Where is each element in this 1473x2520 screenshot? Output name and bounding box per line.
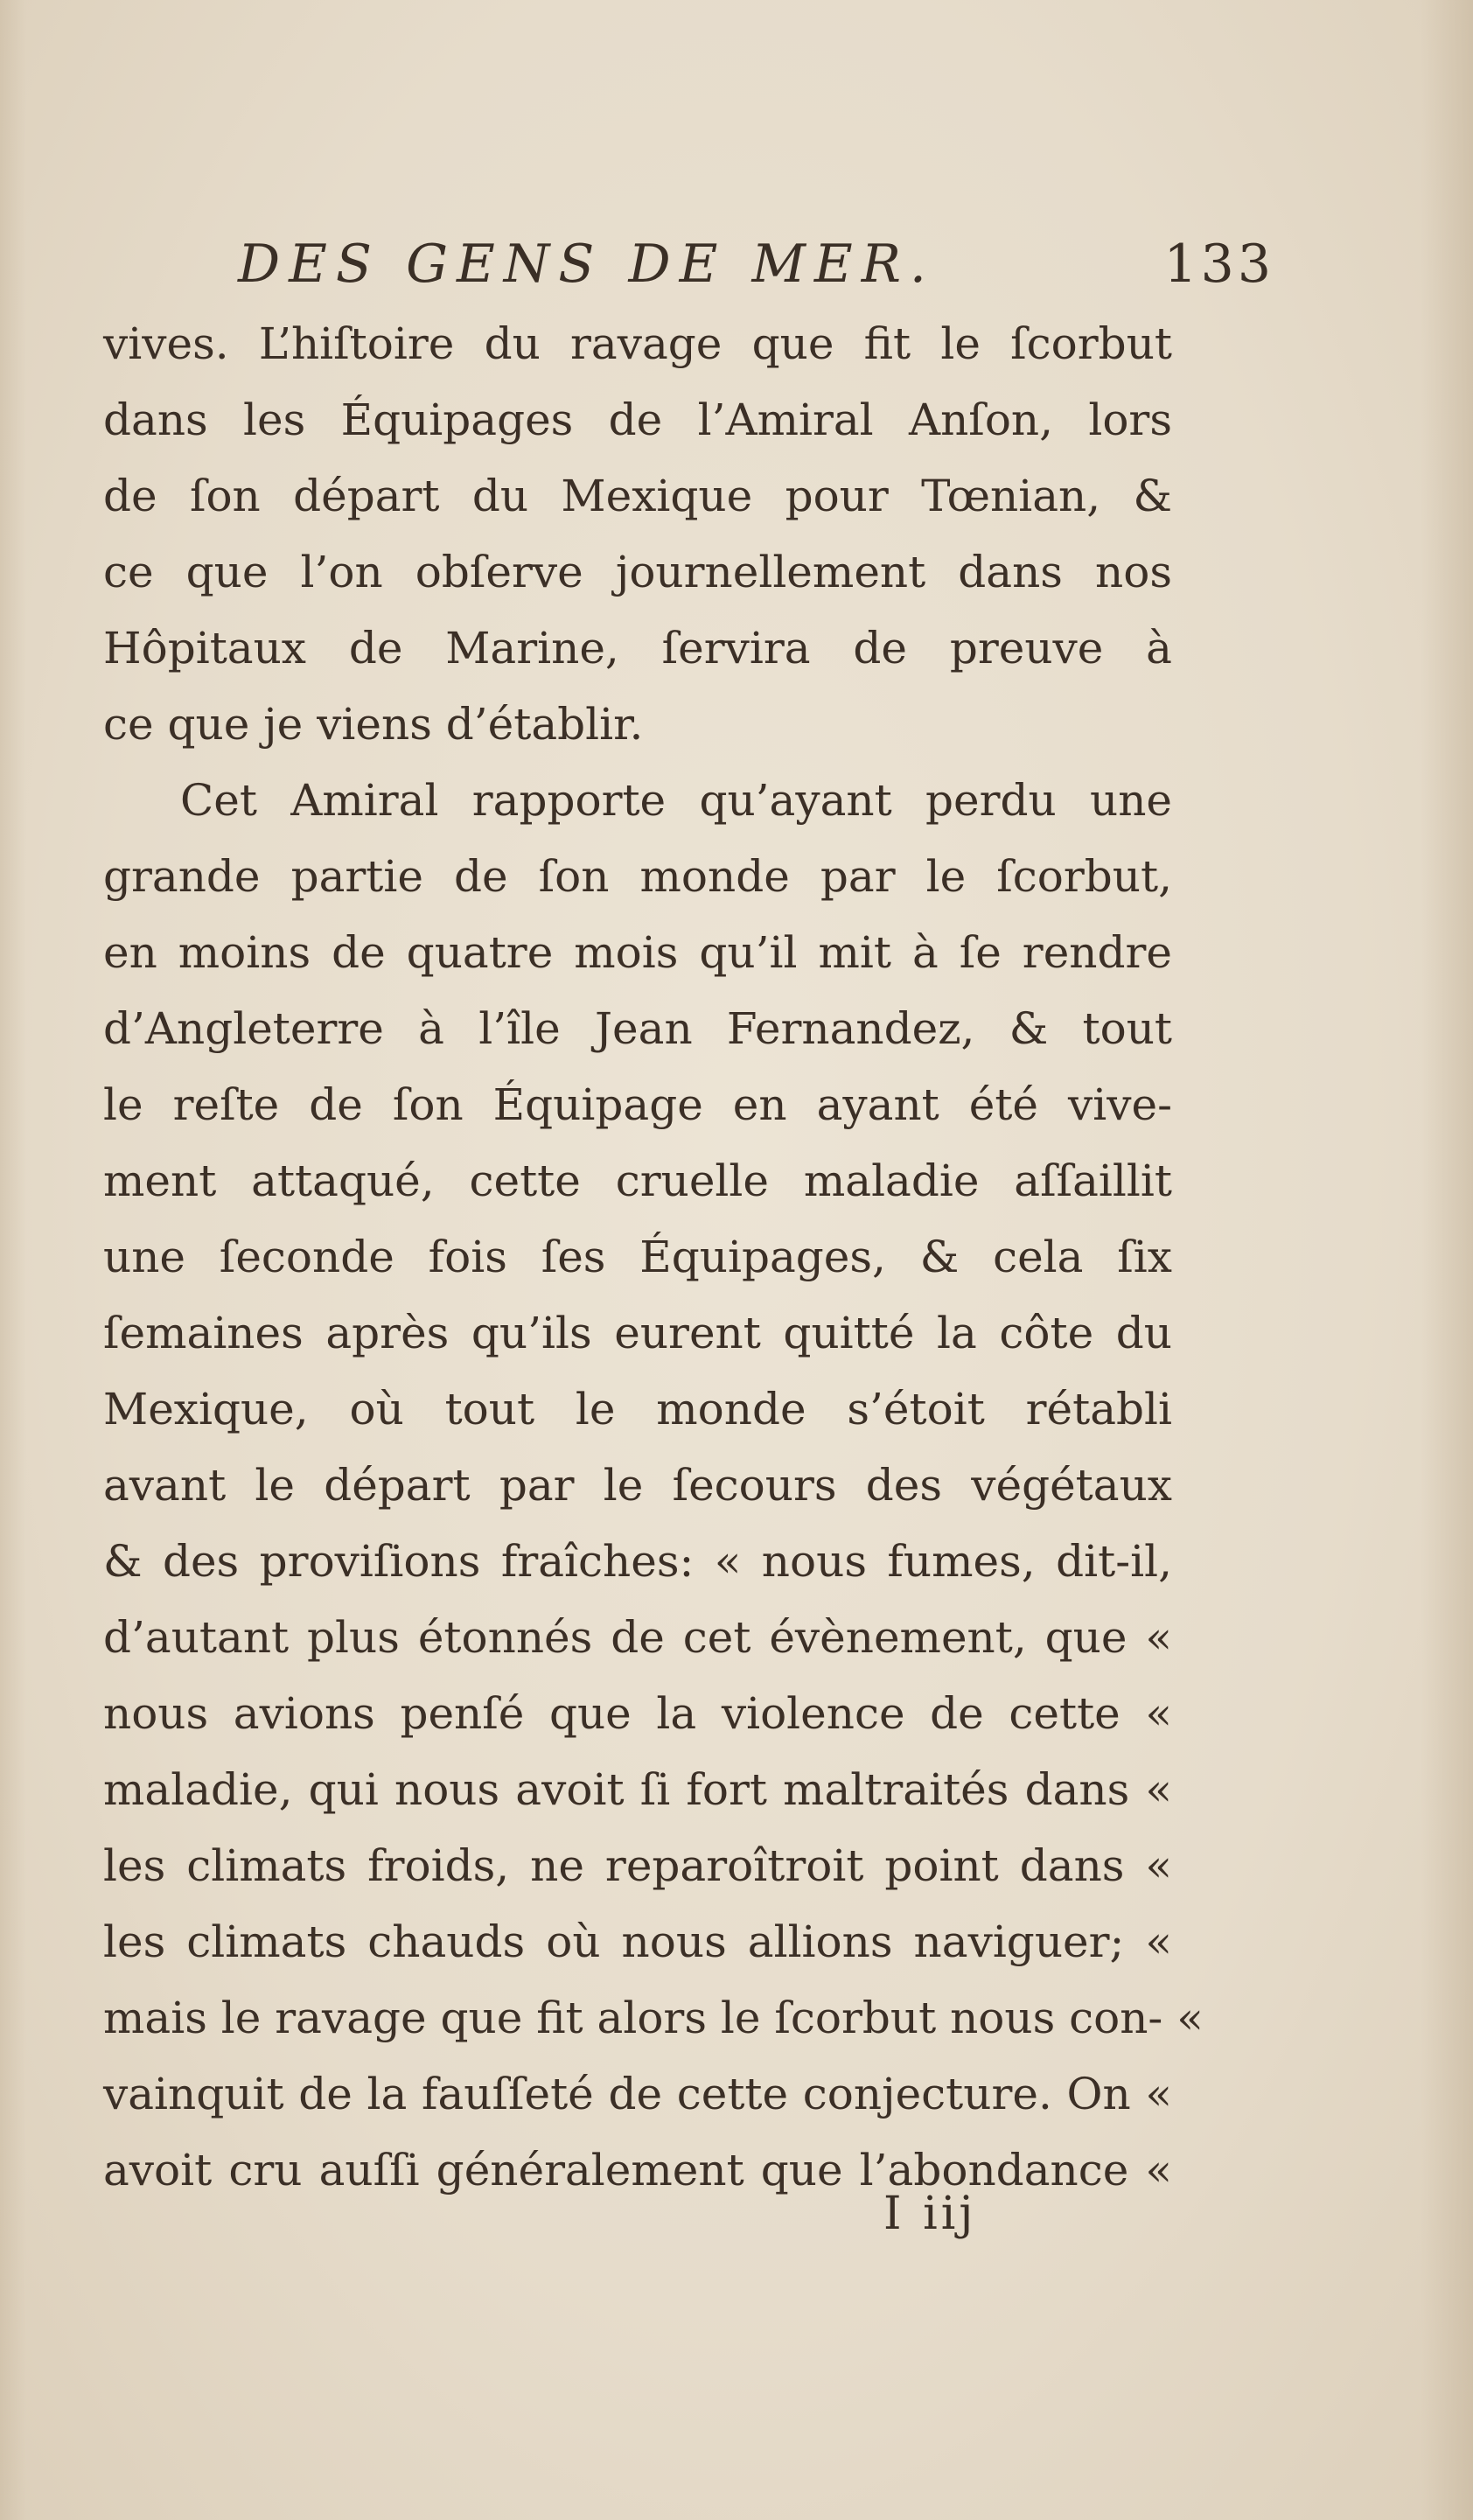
body-text (103, 306, 1204, 2209)
text-line-17: & des proviſions fraîches: « nous fumes, dit-il, (103, 1536, 1172, 1587)
text-line-6: ce que je viens d’établir. (103, 699, 644, 750)
text-line-7: Cet Amiral rapporte qu’ayant perdu une (180, 775, 1172, 826)
text-line-3: de ſon départ du Mexique pour Tœnian, & (103, 471, 1172, 521)
text-line-18: d’autant plus étonnés de cet évènement, que « (103, 1612, 1172, 1663)
text-line-13: une ſeconde fois ſes Équipages, & cela ſix (103, 1232, 1172, 1282)
text-line-19: nous avions penſé que la violence de cette « (103, 1688, 1172, 1739)
text-line-2: dans les Équipages de l’Amiral Anſon, lors (103, 394, 1172, 445)
text-line-15: Mexique, où tout le monde s’étoit rétabli (103, 1384, 1172, 1435)
text-line-14: ſemaines après qu’ils eurent quitté la côte du (103, 1308, 1172, 1358)
text-line-5: Hôpitaux de Marine, ſervira de preuve à (103, 623, 1172, 674)
text-line-9: en moins de quatre mois qu’il mit à ſe rendre (103, 927, 1172, 978)
text-line-10: d’Angleterre à l’île Jean Fernandez, & tout (103, 1003, 1172, 1054)
page-number: 133 (1163, 234, 1274, 295)
page-header (238, 229, 1274, 299)
running-title: DES GENS DE MER. (238, 234, 935, 295)
page-edge-shadow-right (1421, 0, 1473, 2520)
text-line-21: les climats froids, ne reparoîtroit point dans « (103, 1840, 1172, 1891)
text-line-12: ment attaqué, cette cruelle maladie aſſaillit (103, 1155, 1172, 1206)
text-line-24: vainquit de la fauſſeté de cette conjecture. On « (103, 2069, 1172, 2119)
text-line-25: avoit cru auſſi généralement que l’abondance « (103, 2145, 1172, 2195)
text-line-23: mais le ravage que fit alors le ſcorbut nous con- « (103, 1993, 1204, 2043)
text-line-8: grande partie de ſon monde par le ſcorbut, (103, 851, 1172, 902)
text-line-11: le reſte de ſon Équipage en ayant été vive- (103, 1079, 1172, 1130)
text-line-4: ce que l’on obſerve journellement dans nos (103, 547, 1172, 597)
text-line-22: les climats chauds où nous allions naviguer; « (103, 1916, 1172, 1967)
page-edge-shadow-left (0, 0, 26, 2520)
signature-mark: I iij (883, 2188, 977, 2240)
text-line-1: vives. L’hiſtoire du ravage que fit le ſcorbut (103, 318, 1172, 369)
text-line-20: maladie, qui nous avoit ſi fort maltraités dans « (103, 1764, 1172, 1815)
text-line-16: avant le départ par le ſecours des végétaux (103, 1460, 1172, 1511)
